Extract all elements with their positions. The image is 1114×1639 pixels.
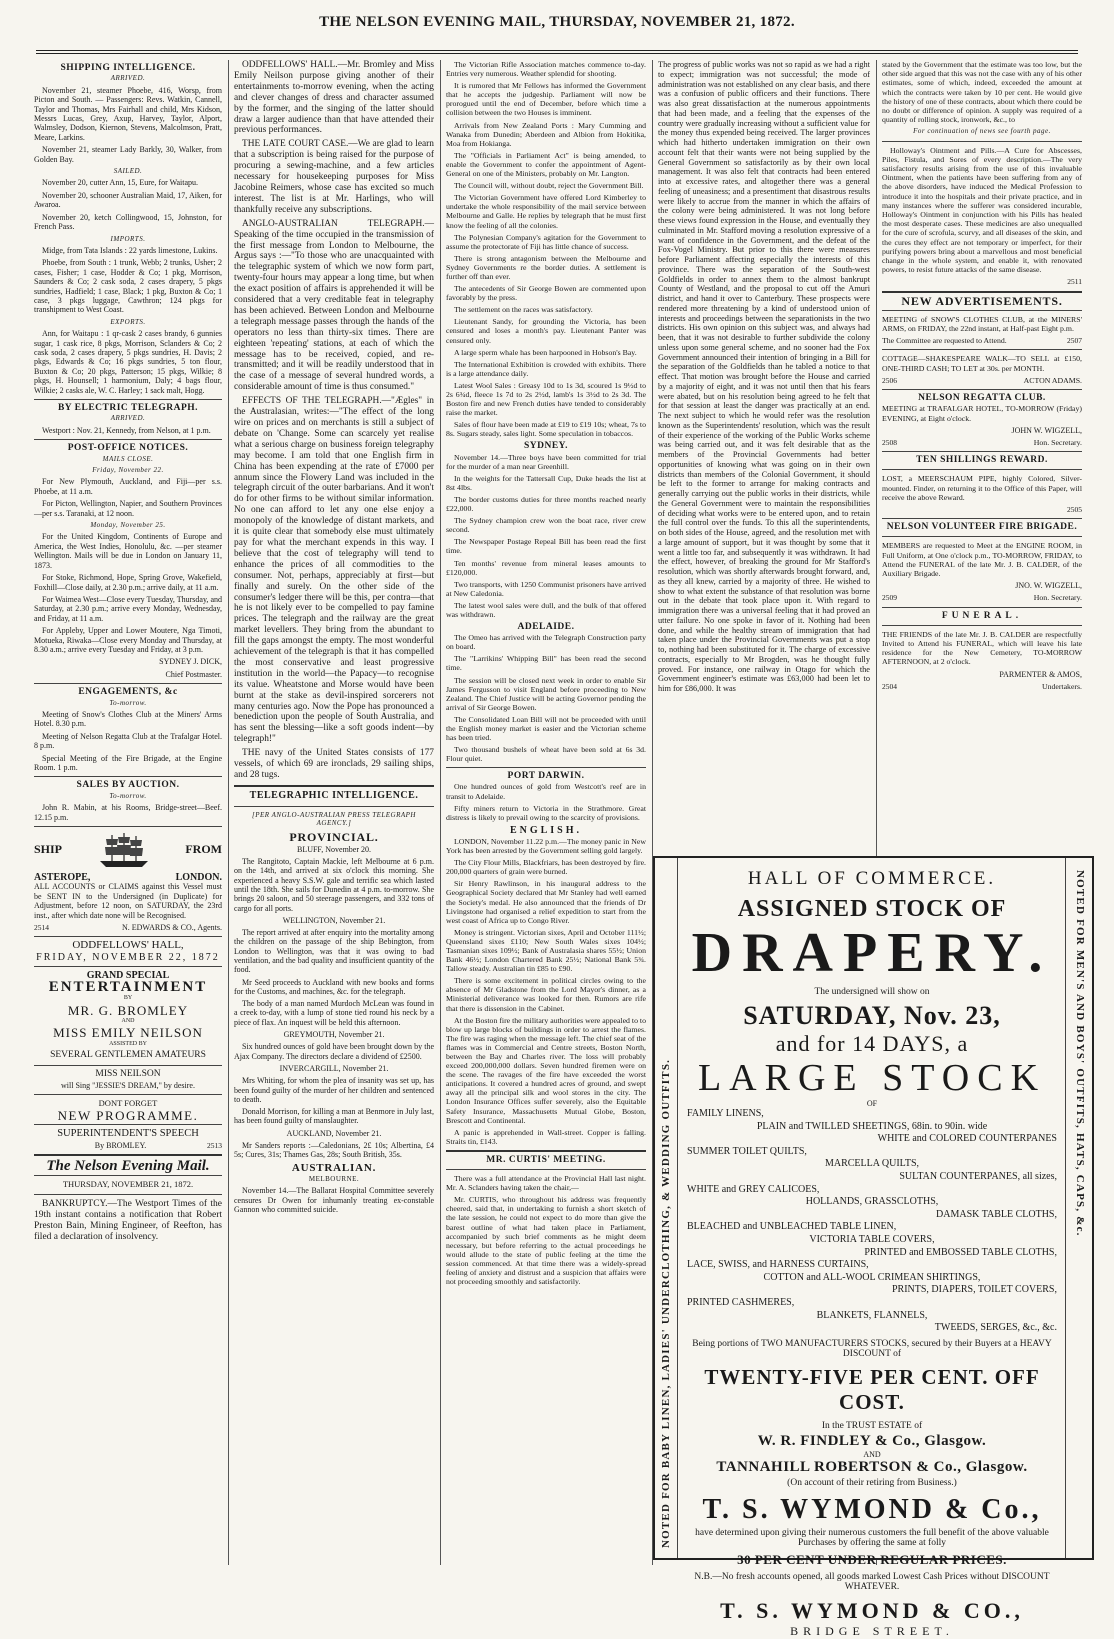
- ship-agents: N. EDWARDS & CO., Agents.: [121, 923, 222, 933]
- divider: [34, 399, 222, 400]
- section-heading: MR. CURTIS' MEETING.: [486, 1154, 606, 1165]
- article-paragraph: The City Flour Mills, Blackfriars, has been destroyed by fire. 200,000 quarters of grain were burned.: [446, 858, 646, 877]
- article-paragraph: In the weights for the Tattersall Cup, Duke heads the list at 8st 4lbs.: [446, 473, 646, 492]
- ship-word: SHIP: [34, 842, 63, 857]
- ad-item: BLEACHED and UNBLEACHED TABLE LINEN,: [687, 1221, 897, 1233]
- ad-number: 2504: [882, 681, 897, 691]
- ad-determined: have determined upon giving their numerous customers the full benefit of the above valuable Purchases by offering the same at folly: [695, 1527, 1049, 1548]
- article-paragraph: The Council will, without doubt, reject the Government Bill.: [454, 181, 644, 191]
- article-paragraph: The "Officials in Parliament Act" is being amended, to enable the Government to confer the appointment of Agent-General on one of the Ministers, probably on Mr. Langton.: [446, 150, 646, 179]
- advert-signature-title: Hon. Secretary.: [1033, 593, 1082, 603]
- ship-ad-footer: [34, 923, 222, 932]
- miss-neilson-line: MISS NEILSON: [95, 1068, 161, 1079]
- article-paragraph: There was a full attendance at the Provincial Hall last night. Mr. A. Sclanders having taken the chair,—: [446, 1174, 646, 1193]
- divider: [234, 785, 434, 787]
- from-word: FROM: [185, 842, 222, 857]
- ad-item: WHITE and GREY CALICOES,: [687, 1183, 820, 1195]
- article-paragraph: For Waimea West—Close every Tuesday, Thursday, and Saturday, at 2.30 p.m.; arrive every Monday, Wednesday, and Friday, at 11 a.m.: [34, 594, 222, 623]
- divider: [34, 1175, 222, 1176]
- advert-note: The Committee are requested to Attend.: [882, 336, 1007, 346]
- column-5: [882, 60, 1082, 850]
- masthead: THE NELSON EVENING MAIL, THURSDAY, NOVEMBER 21, 1872.: [319, 14, 795, 30]
- article-paragraph: Money is stringent. Victorian sixes, April and October 111½; Queensland sixes £110; New South Wales sixes 104½; Tasmanian sixes 109½; Bank of Australasia shares 55½; Union Bank 46½; London Chartered Bank 25½; National Bank 5¾. Tallow steady. Australian tin £85 to £90.: [446, 927, 646, 974]
- subheading: MELBOURNE.: [308, 1174, 360, 1183]
- by-bromley: By BROMLEY.: [94, 1140, 147, 1150]
- ad-item-list: [681, 1108, 1063, 1335]
- ad-item: TWEEDS, SERGES, &c., &c.: [934, 1322, 1057, 1334]
- ad-being: Being portions of TWO MANUFACTURERS STOCKS, secured by their Buyers at a HEAVY DISCOUNT of: [692, 1338, 1052, 1359]
- article-paragraph: A large sperm whale has been harpooned in Hobson's Bay.: [454, 347, 637, 357]
- divider: [234, 806, 434, 807]
- section-heading: BY ELECTRIC TELEGRAPH.: [57, 403, 199, 413]
- article-paragraph: November 20, schooner Australian Maid, 17, Aiken, for Awaroa.: [34, 190, 222, 210]
- article-paragraph: For Picton, Wellington, Napier, and Southern Provinces—per s.s. Taranaki, at 12 noon.: [34, 499, 222, 518]
- section-heading: NEW ADVERTISEMENTS.: [901, 293, 1063, 308]
- advert-signature-title: Hon. Secretary.: [1033, 437, 1082, 447]
- article-paragraph: The body of a man named Murdoch McLean was found in a creek to-day, with a lump of stone tied round his neck by a piece of flax. An inquest will be held this afternoon.: [234, 999, 434, 1027]
- article-paragraph: The Polynesian Company's agitation for the Government to assume the protectorate of Fiji has little chance of success.: [446, 232, 646, 251]
- article-paragraph: The settlement on the races was satisfactory.: [454, 305, 593, 315]
- advert-text: THE FRIENDS of the late Mr. J. B. CALDER are respectfully Invited to Attend his FUNERAL, which will leave his late residence for the New Cemetery, TO-MORROW AFTERNOON, at 2 o'clock.: [882, 629, 1082, 667]
- provincial-news: [234, 845, 434, 1214]
- ad-item: LACE, SWISS, and HARNESS CURTAINS,: [687, 1259, 869, 1271]
- article-paragraph: The latest wool sales were dull, and the bulk of that offered was withdrawn.: [446, 600, 646, 619]
- by-label: BY: [123, 995, 133, 1002]
- article-paragraph: The report arrived at after enquiry into the mortality among the children on the passage of the ship Bebington, from London to Wellington, was that it was owing to bad ventilation, and the bad quality and insufficient quantity of the food.: [234, 928, 434, 975]
- divider: [446, 1150, 646, 1152]
- ad-number: 2509: [882, 593, 897, 603]
- article-paragraph: Lieutenant Sandy, for grounding the Victoria, has been censured and loses a month's pay. Lieutenant Panter was censured only.: [446, 317, 646, 345]
- article-paragraph: The progress of public works was not so rapid as we had a right to expect; immigration was not successful; the mode of administration was not established on any clear basis, and there was a confusion of public officers and their functions. There was also great dissatisfaction at the numerous appointments that had been made, and a feeling that the expenses of the country were gradually increasing without a sufficient value for the money thus expended being received. The larger provinces which had hitherto undertaken immigration on their own account felt that their wants were not being supplied by the General Government so satisfactorily as by their own local management. It was also felt that contracts had been entered into at excessive rates, and altogether there was a general feeling of uneasiness; and a presentiment that disastrous results were likely to accrue from the manner in which the affairs of the colony were being administered. It was not long before these views found expression in the House, and eventually they culminated in Mr. Stafford moving a resolution expressive of a want of confidence in the Government, and the defeat of the Fox-Vogel Ministry. But prior to this there were measures before Parliament affecting especially the interests of this province. There was the separation of the South-west Goldfields in order to annex them to the almost bankrupt County of Westland, and the proposal to cut off the Amuri district, and hand it over to Canterbury. These prospects were rendered more threatening by a kind of understood union of interests and proceedings between the separationists in the two districts. His own opinion on this subject was, and always had been, that it was not desirable to further subdivide the colony unless upon some general scheme, and no sooner had the Fox Government announced their intention of bringing in a Bill for the separation of the Goldfields than he tabled a notice to that effect. That motion was brought before the House and carried by a majority of eight, and it was not until then that his fears were abated, but on his resolution being agreed to he felt that for that session at least the danger was practically at an end. The next subject to which he would refer was the resolution known as the Superintendents' resolution, which was the result of their experience of the working of the Public Works scheme was being carried out, and it was felt desirable that as the members of the Provincial Governments had better opportunities of knowing what was going on in their own districts than members of the Colonial Government, it should be left to the former to arrange for making contracts and generally carrying out the public works in their districts, while the General Government were to maintain the responsibilities of deciding what works were to be entered upon, and to retain the full control over the funds. To this all the superintendents, on both sides of the House, agreed, and the resolution met with a large amount of support, but it was thought by some that it went a little too far, and subsequently it was withdrawn. It had the effect, however, of breaking the ground for Mr Stafford's resolution, which was shortly afterwards brought forward, and, as they all knew, carried by a majority of three. He wished to show to what extent the substance of that resolution was borne out in the debate that took place upon it. With regard to immigration there was a universal feeling that it had proved an utter failure. No one spoke in favor of it. Nothing had been done, and while the healthy stream of immigration that had taken place under the Provincial Governments was put a stop to, nothing had been substituted for it. The charge of excessive contracts, especially to Mr Brogden, was he thought fully proved. For instance, one railway in Otago for which the Government engineer's estimate was £63,000 had been let to him for £86,000. It was: [658, 60, 870, 693]
- advert-footer: [882, 682, 1082, 691]
- article-paragraph: Special Meeting of the Fire Brigade, at the Engine Room. 1 p.m.: [34, 753, 222, 772]
- divider: [34, 1124, 222, 1125]
- article-paragraph: THE LATE COURT CASE.—We are glad to learn that a subscription is being raised for the purpose of procuring a sewing-machine, and a few articles necessary for housekeeping purposes for Miss Jacobine Reimers, whose case has excited so much interest. The list is at Mr. Harlings, who will thankfully receive any subscriptions.: [234, 139, 434, 215]
- column-1: [34, 60, 222, 1565]
- ad-saturday: SATURDAY, Nov. 23,: [743, 1001, 1001, 1030]
- article-paragraph: For Appleby, Upper and Lower Moutere, Nga Timoti, Motueka, Riwaka—Close every Monday and Thursday, at 8.30 a.m.; arrive every Tuesday and Friday, at 3 p.m.: [34, 626, 222, 654]
- ad-item: DAMASK TABLE CLOTHS,: [936, 1208, 1057, 1220]
- dateline: WELLINGTON, November 21.: [282, 915, 386, 925]
- article-paragraph: Westport : Nov. 21, Kennedy, from Nelson, at 1 p.m.: [42, 425, 211, 435]
- column-rule: [440, 60, 441, 1565]
- section-heading: POST-OFFICE NOTICES.: [67, 443, 189, 454]
- drapery-advertisement: [653, 856, 1094, 1638]
- column-3: [446, 60, 646, 1565]
- article-paragraph: There is some excitement in political circles owing to the absence of Mr Gladstone from the Lord Mayor's dinner, as a Ministerial deliverance was looked for then. Rumors are rife that there is dissension in the Cabinet.: [446, 976, 646, 1013]
- advert-footer: [882, 593, 1082, 602]
- ad-item: SULTAN COUNTERPANES, all sizes,: [899, 1170, 1057, 1182]
- signature-title: Chief Postmaster.: [165, 669, 222, 679]
- divider: [882, 389, 1082, 390]
- advert-text: LOST, a MEERSCHAUM PIPE, highly Colored, Silver-mounted. Finder, on returning it to the Office of this Paper, will receive the above Reward.: [882, 474, 1082, 502]
- section-heading: AUSTRALIAN.: [291, 1161, 377, 1174]
- ship-ad-header: [34, 831, 222, 869]
- performer-2: MISS EMILY NEILSON: [53, 1025, 203, 1041]
- advert-footer: [882, 336, 1082, 345]
- ad-item: PRINTS, DIAPERS, TOILET COVERS,: [891, 1284, 1057, 1296]
- article-paragraph: Mr Sanders reports :—Caledonians, 2£ 10s; Albertina, £4 5s; Cures, 31s; Thames Gas, 28s; South British, 35s.: [234, 1141, 434, 1160]
- masthead-rule-lower: [36, 53, 1078, 54]
- ship-icon: [96, 831, 152, 869]
- subheading: To-morrow.: [109, 791, 147, 800]
- subheading: To-morrow.: [109, 698, 147, 707]
- article-paragraph: At the Boston fire the military authorities were appealed to to blow up large blocks of buildings in order to arrest the flames. The fire was raging when the message left. The chief seat of the flames was in Commercial and Centre streets, Boston North, between the Bay and Charles river. The loss will probably exceed 200,000,000 dollars. Seven hundred firemen were on the scene. The ravages of the fire have exceeded the worst anticipations. It covered a hundred acres of ground, and swept away all the principal silk and wool stores in the city. The London Insurance Offices suffer severely, also the Equitable Safety Insurance, Massachusetts Mutual Globe, Boston, Brescott and Continental.: [446, 1015, 646, 1125]
- ad-days: and for 14 DAYS, a: [775, 1031, 969, 1056]
- article-paragraph: The Consolidated Loan Bill will not be proceeded with until the English money market is easier and the Victorian scheme has been tried.: [446, 714, 646, 743]
- holloway-advert: Holloway's Ointment and Pills.—A Cure for Abscesses, Piles, Fistula, and Sores of every description.—The very satisfactory results arising from the use of this invaluable Ointment, when the patients have been suffering from any of the above disorders, have induced the Medical Profession to introduce it into the hospitals and their private practice, and in many instances where the sufferer was considered incurable, Holloway's Ointment in conjunction with his Pills has healed the most desperate cases. These medicines are also unequalled for the cure of scrofula, scurvy, and all diseases of the skin, and the cures they effect are not temporary or imperfect, for their purifying powers bring about a marvellous and most beneficial change in the whole system, and enable it, with renovated powers, to resist future attacks of the same disease.: [882, 145, 1082, 275]
- article-paragraph: The Sydney champion crew won the boat race, river crew second.: [446, 516, 646, 535]
- divider: [882, 607, 1082, 608]
- article-paragraph: ODDFELLOWS' HALL.—Mr. Bromley and Miss Emily Neilson purpose giving another of their entertainments to-morrow evening, when the acting and clever changes of dress and character assumed by the former, and the singing of the latter should draw a larger audience than that have attended their previous performances.: [234, 60, 434, 136]
- ad-drapery: DRAPERY.: [691, 922, 1053, 984]
- article-paragraph: Two transports, with 1250 Communist prisoners have arrived at New Caledonia.: [446, 579, 646, 598]
- ad-right-band: [1065, 858, 1092, 1558]
- article-paragraph: November 20, ketch Collingwood, 15, Johnston, for French Pass.: [34, 212, 222, 232]
- advert-text: MEETING at TRAFALGAR HOTEL, TO-MORROW (Friday) EVENING, at Eight o'clock.: [882, 404, 1082, 423]
- ship-route: [34, 873, 222, 882]
- bankruptcy-notice: BANKRUPTCY.—The Westport Times of the 19th instant contains a notification that Robert Preston Bain, Mining Engineer, of Reefton, has filed a declaration of insolvency.: [34, 1198, 222, 1242]
- article-paragraph: Ten months' revenue from mineral leases amounts to £120,000.: [446, 558, 646, 577]
- ad-item: PLAIN and TWILLED SHEETINGS, 68in. to 90in. wide: [756, 1120, 988, 1132]
- advert-signature: PARMENTER & AMOS,: [999, 669, 1082, 679]
- article-paragraph: A panic is apprehended in Wall-street. Copper is falling. Straits tin, £143.: [446, 1127, 646, 1146]
- ship-origin: LONDON.: [175, 872, 222, 884]
- section-heading: ENGAGEMENTS, &c: [78, 687, 178, 698]
- ad-number: 2511: [1067, 277, 1082, 287]
- subheading: ARRIVED.: [110, 74, 146, 83]
- subheading: [PER ANGLO-AUSTRALIAN PRESS TELEGRAPH AGENCY.]: [251, 810, 416, 828]
- divider: [34, 966, 222, 967]
- article-paragraph: Midge, from Tata Islands : 22 yards limestone, Lukins.: [42, 245, 218, 255]
- section-heading: NELSON REGATTA CLUB.: [918, 393, 1046, 404]
- divider: [882, 310, 1082, 311]
- dateline: GREYMOUTH, November 21.: [283, 1030, 385, 1040]
- entertainment-title: ENTERTAINMENT: [48, 978, 208, 995]
- dont-forget: DONT FORGET: [98, 1098, 158, 1109]
- column-2: [234, 60, 434, 1565]
- article-paragraph: The Victorian Government have offered Lord Kimberley to undertake the whole responsibility of the mail service between Melbourne and Galle. He replies by telegraph that he must first know the feeling of all the colonies.: [446, 193, 646, 230]
- article-paragraph: Mrs Whiting, for whom the plea of insanity was set up, has been found guilty of the murder of her children and sentenced to death.: [234, 1076, 434, 1104]
- ad-item: HOLLANDS, GRASSCLOTHS,: [805, 1196, 939, 1208]
- divider: [34, 826, 222, 827]
- advert-text: MEMBERS are requested to Meet at the ENGINE ROOM, in Full Uniform, at One o'clock p.m., TO-MORROW, FRIDAY, to Attend the FUNERAL of the late Mr. J. B. CALDER, of the Auxiliary Brigade.: [882, 541, 1082, 578]
- dateline: AUCKLAND, November 21.: [286, 1128, 382, 1138]
- article-paragraph: Arrivals from New Zealand Ports : Mary Cumming and Wanaka from Dunedin; Aberdeen and Albion from Hokitika, Moa from Hokianga.: [446, 120, 646, 148]
- dateline: INVERCARGILL, November 21.: [279, 1063, 389, 1073]
- section-heading: PORT DARWIN.: [507, 771, 585, 782]
- article-paragraph: The Rangitoto, Captain Mackie, left Melbourne at 6 p.m. on the 14th, and arrived at six o'clock this morning. She experienced a heavy S.S.W. gale and terrific sea which lasted until the 18th. She sails for Dunedin at 4 p.m. to-morrow. She brings 20 saloon, and 50 steerage passengers, and 332 tons of cargo for all ports.: [234, 857, 434, 913]
- ad-body: [681, 862, 1063, 1639]
- article-paragraph: Fifty miners return to Victoria in the Strathmore. Great distress is likely to prevail owing to the scarcity of provisions.: [446, 803, 646, 822]
- article-paragraph: The Victorian Rifle Association matches commence to-day. Entries very numerous. Weather splendid for shooting.: [446, 60, 646, 79]
- article-paragraph: One hundred ounces of gold from Westcott's reef are in transit to Adelaide.: [446, 782, 646, 801]
- article-paragraph: John R. Mabin, at his Rooms, Bridge-street—Beef. 12.15 p.m.: [34, 803, 222, 822]
- divider: [34, 439, 222, 440]
- article-paragraph: EFFECTS OF THE TELEGRAPH.—"Ægles" in the Australasian, writes:—"The effect of the long wire on prices and on merchants is still a subject of debate on 'Change. Some can scarcely yet realise what a serious charge on business foreign telegraphy may become. I am told that one English firm in China has been expending at the rate of £7000 per annum since the Flowery Land was included in the telegraph circuit of the outer barbarians. And it won't do for other firms to be without similar information. No one can afford to let any one else enjoy a monopoly of the knowledge of distant markets, and it is quite clear that somebody else must ultimately pay for what the merchant expends in this way. I believe that the cost of telegraphy will tend to enhance the prices of all commodities to the consumer. Not, perhaps, appreciably at first—but finally and surely. On the other side of the consumer's ledger there will be this, per contra—that he is not likely ever to be compelled to pay famine prices. The telegraph and the railway are the great market levellers. They bring from the abundant to fill the gaps amongst the empty. The most wonderful achievement of the telegraph is that it has compelled the most conservative and least progressive institution in the world—the Papacy—to recognise its value. Wheatstone and Morse would have been burnt at the stake as devil-inspired sorcerers not many centuries ago. Now the Pope has pronounced a benediction upon the people of South Australia, and has sent the blessing—like a soft goods indent—by telegraph!": [234, 396, 434, 745]
- article-paragraph: LONDON, November 11.22 p.m.—The money panic in New York has been arrested by the Government selling gold largely.: [446, 836, 646, 856]
- venue: ODDFELLOWS' HALL,: [72, 939, 184, 952]
- ad-large-stock: LARGE STOCK: [697, 1057, 1047, 1099]
- article-paragraph: The antecedents of Sir George Bowen are commented upon favorably by the press.: [446, 284, 646, 303]
- advert-footer: [882, 438, 1082, 447]
- ad-and: AND: [863, 1449, 881, 1459]
- section-heading: ADELAIDE.: [517, 622, 575, 633]
- dateline: BLUFF, November 20.: [296, 844, 372, 854]
- ad-number: 2508: [882, 437, 897, 447]
- article-paragraph: November 20, cutter Ann, 15, Eure, for Waitapu.: [42, 178, 199, 188]
- article-paragraph: November 21, steamer Lady Barkly, 30, Walker, from Golden Bay.: [34, 145, 222, 164]
- article-paragraph: For New Plymouth, Auckland, and Fiji—per s.s. Phoebe, at 11 a.m.: [34, 477, 222, 496]
- ad-wymond-footer: T. S. WYMOND & CO.,: [720, 1597, 1024, 1623]
- subheading: IMPORTS.: [110, 234, 146, 243]
- divider: [34, 776, 222, 777]
- divider: [34, 1194, 222, 1195]
- ad-of: OF: [866, 1099, 878, 1108]
- ad-item: BLANKETS, FLANNELS,: [816, 1309, 928, 1321]
- advert-text: MEETING of SNOW'S CLOTHES CLUB, at the MINERS' ARMS, on FRIDAY, the 22nd instant, at Half-past Eight p.m.: [882, 314, 1082, 334]
- subheading: Friday, November 22.: [92, 466, 164, 475]
- article-paragraph: The Newspaper Postage Repeal Bill has been read the first time.: [446, 537, 646, 556]
- ad-number: 2506: [882, 375, 897, 385]
- divider: [882, 625, 1082, 626]
- divider: [882, 451, 1082, 452]
- article-paragraph: For the United Kingdom, Continents of Europe and America, the West Indies, Honolulu, &c. —per steamer Wellington. Mails will be due in London on January 11, 1873.: [34, 532, 222, 570]
- column-4: [658, 60, 870, 850]
- ad-item: SUMMER TOILET QUILTS,: [687, 1145, 807, 1157]
- performer-1: MR. G. BROMLEY: [67, 1002, 189, 1018]
- performers-3: SEVERAL GENTLEMEN AMATEURS: [50, 1050, 206, 1061]
- subheading: EXPORTS.: [110, 317, 146, 326]
- divider: [446, 767, 646, 768]
- advert-signature: ACTON ADAMS.: [1023, 375, 1082, 385]
- article-paragraph: It is rumored that Mr Fellows has informed the Government that he accepts the judgeship. Parliament will now be prorogued until the end of December, before which time a collision between the two Houses is imminent.: [446, 81, 646, 118]
- song-line: will Sing "JESSIE'S DREAM," by desire.: [61, 1080, 195, 1090]
- advert-footer: [882, 376, 1082, 385]
- signature: SYDNEY J. DICK,: [159, 657, 222, 667]
- ad-item: PRINTED and EMBOSSED TABLE CLOTHS,: [864, 1246, 1057, 1258]
- ad-number: 2507: [1067, 336, 1082, 346]
- ad-item: MARCELLA QUILTS,: [824, 1158, 920, 1170]
- event-date: FRIDAY, NOVEMBER 22, 1872: [36, 951, 220, 963]
- divider: [882, 536, 1082, 537]
- article-paragraph: Latest Wool Sales : Greasy 10d to 1s 3d, scoured 1s 9½d to 2s 6¾d, fleece 1s 7d to 2s 2½d, lamb's 1s 3½d to 2s 3d. The Boston fire and new French duties have tended to considerably raise the market.: [446, 380, 646, 418]
- ad-retiring: (On account of their retiring from Business.): [787, 1477, 957, 1488]
- article-paragraph: The Omeo has arrived with the Telegraph Construction party on board.: [446, 633, 646, 652]
- article-paragraph: Six hundred ounces of gold have been brought down by the Ajax Company. The directors declare a dividend of £2500.: [234, 1042, 434, 1061]
- article-paragraph: The session will be closed next week in order to enable Sir James Fergusson to visit England before proceeding to New Zealand. The Chief Justice will be acting Governor pending the arrival of Sir George Bowen.: [446, 675, 646, 712]
- ad-undersigned: The undersigned will show on: [814, 987, 930, 997]
- subheading: MAILS CLOSE.: [102, 454, 154, 463]
- article-paragraph: Two thousand bushels of wheat have been sold at 6s 3d. Flour quiet.: [446, 745, 646, 764]
- article-paragraph: Sales of flour have been made at £19 to £19 10s; wheat, 7s to 8s. Sugars steady, sales light. Some speculation in tobaccos.: [446, 420, 646, 439]
- article-paragraph: November 14.—The Ballarat Hospital Committee severely censures Dr Owen for inhumanly treating ex-constable Gannon who committed suicide.: [234, 1186, 434, 1214]
- ship-notice: ALL ACCOUNTS or CLAIMS against this Vessel must be SENT IN to the Undersigned (in Duplicate) for Adjustment, before 12 noon, on SATURDAY, the 23rd inst., after which date none will be Recognised.: [34, 882, 222, 920]
- column-rule: [228, 60, 229, 1565]
- ad-tannahill: TANNAHILL ROBERTSON & Co., Glasgow.: [716, 1458, 1028, 1475]
- paper-date: THURSDAY, NOVEMBER 21, 1872.: [62, 1179, 194, 1190]
- article-paragraph: November 14.—Three boys have been committed for trial for the murder of a man near Greenhill.: [446, 452, 646, 471]
- subheading: ARRIVED.: [110, 414, 146, 423]
- section-heading: SHIPPING INTELLIGENCE.: [60, 63, 196, 73]
- divider: [34, 1094, 222, 1095]
- ad-item: COTTON and ALL-WOOL CRIMEAN SHIRTINGS,: [763, 1271, 981, 1283]
- side-text-left: NOTED FOR BABY LINEN, LADIES' UNDERCLOTHING, & WEDDING OUTFITS.: [660, 1058, 672, 1548]
- advert-signature-title: Undertakers.: [1041, 681, 1082, 691]
- section-heading: FUNERAL.: [941, 610, 1023, 621]
- and-label: AND: [121, 1017, 135, 1024]
- advert-text: COTTAGE—SHAKESPEARE WALK—TO SELL at £150, ONE-THIRD CASH; TO LET at 30s. per MONTH.: [882, 354, 1082, 373]
- article-paragraph: Sir Henry Rawlinson, in his inaugural address to the Geographical Society declared that Mr Stanley had well earned the Society's medal. He also announced that the friends of Dr Livingstone had organised a relief expedition to start from the west coast of Africa up to Congo River.: [446, 879, 646, 925]
- advert-signature: JOHN W. WIGZELL,: [1011, 425, 1082, 435]
- article-paragraph: Meeting of Nelson Regatta Club at the Trafalgar Hotel. 8 p.m.: [34, 731, 222, 751]
- divider: [882, 141, 1082, 142]
- section-heading: ENGLISH.: [509, 824, 583, 836]
- ad-findley: W. R. FINDLEY & Co., Glasgow.: [757, 1432, 987, 1449]
- side-text-right: NOTED FOR MEN'S AND BOYS' OUTFITS, HATS, CAPS, &c.: [1074, 870, 1086, 1237]
- article-paragraph: THE navy of the United States consists of 177 vessels, of which 69 are ironclads, 29 sailing ships, and 28 tugs.: [234, 748, 434, 780]
- section-heading: TEN SHILLINGS REWARD.: [916, 455, 1048, 466]
- section-heading: NELSON VOLUNTEER FIRE BRIGADE.: [886, 522, 1078, 533]
- ad-left-band: [655, 858, 678, 1558]
- grand-special: GRAND SPECIAL: [86, 970, 170, 982]
- article-paragraph: Donald Morrison, for killing a man at Benmore in July last, has been found guilty of manslaughter.: [234, 1107, 434, 1126]
- speech-footer: [34, 1141, 222, 1150]
- masthead-rule: [36, 50, 1078, 51]
- article-paragraph: Mr. CURTIS, who throughout his address was frequently cheered, said that, in undertaking to furnish a short sketch of the late session, he could not expect to do more than give the barest outline of what had taken place in Parliament, accompanied by such brief comments as he might deem necessary, but before referring to the actual proceedings he would allude to the state of public feeling at the time the session commenced. At that time there was a widely-spread feeling of anxiety and distrust and a suspicion that affairs were not proceeding smoothly and satisfactorily.: [446, 1195, 646, 1287]
- ship-name: ASTEROPE,: [34, 872, 91, 884]
- new-programme: NEW PROGRAMME.: [57, 1107, 199, 1123]
- article-paragraph: Phoebe, from South : 1 trunk, Webb; 2 trunks, Usher; 2 cases, Fisher; 1 case, Hodder & Co; 1 pkg, Morrison, Saunders & Co; 2 cask soda, 2 cases drapery, 5 pkgs sundries, Hadfield; 1 case, Black; 1 pkg, Buxton & Co; 1 case, 3 pkgs luggage, Cawthron; 124 pkgs for transhipment to West Coast.: [34, 258, 222, 315]
- ad-hall: HALL OF COMMERCE.: [747, 868, 997, 889]
- divider: [882, 518, 1082, 519]
- continuation-note: For continuation of news see fourth page.: [913, 127, 1051, 136]
- ad-trust: In the TRUST ESTATE of: [821, 1420, 923, 1431]
- article-paragraph: Meeting of Snow's Clothes Club at the Miners' Arms Hotel. 8.30 p.m.: [34, 709, 222, 729]
- section-heading: PROVINCIAL.: [289, 829, 379, 844]
- article-paragraph: There is strong antagonism between the Melbourne and Sydney Governments re the border duties. A settlement is further off than ever.: [446, 253, 646, 281]
- divider: [882, 291, 1082, 293]
- ad-nb: N.B.—No fresh accounts opened, all goods marked Lowest Cash Prices without DISCOUNT WHATEVER.: [694, 1571, 1050, 1592]
- subheading: Monday, November 25.: [90, 521, 166, 530]
- advert-signature: JNO. W. WIGZELL,: [1015, 581, 1082, 591]
- article-paragraph: For Stoke, Richmond, Hope, Spring Grove, Wakefield, Foxhill—Close daily, at 2.30 p.m.; arrive daily, at 11 a.m.: [34, 573, 222, 592]
- ad-number: 2513: [207, 1140, 222, 1150]
- article-paragraph: stated by the Government that the estimate was too low, but the other side argued that this was not the case with any of his other estimates, some of which, indeed, exceeded the amount at which the contracts were taken by 10 per cent. He would give the history of one of these contracts, about which there could be no doubt or difference of opinion. A supply was required of a quantity of rolling stock, ironwork, &c., to: [882, 60, 1082, 125]
- ad-number: 2514: [34, 923, 49, 933]
- ad-number: 2505: [1067, 504, 1082, 514]
- divider: [34, 1154, 222, 1156]
- article-paragraph: Ann, for Waitapu : 1 qr-cask 2 cases brandy, 6 gunnies sugar, 1 cask rice, 8 pkgs, Morrison, Sclanders & Co; 2 cask soda, 2 cases drapery, 5 pkgs sundries, H. Davis; 2 pkgs, Edwards & Co; 16 pkgs sundries, 5 ton flour, Buxton & Co; 20 pkgs, Patterson; 15 pkgs, Wilkie; 8 pkgs, H. Hounsell; 1 harmonium, Daly; 4 bags flour, Wilkie; 2 casks ale, W. C. Harley; 1 sack malt, Hogg.: [34, 329, 222, 395]
- ad-item: FAMILY LINENS,: [687, 1108, 764, 1119]
- assisted-label: ASSISTED BY: [109, 1040, 147, 1047]
- article-paragraph: The "Larrikins' Whipping Bill" has been read the second time.: [446, 654, 646, 673]
- section-heading: TELEGRAPHIC INTELLIGENCE.: [249, 789, 419, 801]
- section-heading: SYDNEY.: [523, 441, 569, 452]
- article-paragraph: The International Exhibition is crowded with exhibits. There is a large attendance daily.: [446, 359, 646, 378]
- divider: [882, 469, 1082, 470]
- divider: [34, 683, 222, 684]
- ad-item: PRINTED CASHMERES,: [687, 1296, 795, 1308]
- article-paragraph: Mr Seed proceeds to Auckland with new books and forms for the Customs, and machines, &c. for the telegraph.: [234, 977, 434, 996]
- subheading: SAILED.: [113, 167, 143, 176]
- divider: [34, 1065, 222, 1066]
- article-paragraph: November 21, steamer Phoebe, 416, Worsp, from Picton and South. — Passengers: Revs. Watkin, Cannell, Taylor and Thomas, Mrs Fairhall and child, Mrs Kidson, Messrs Lucas, Grey, Axup, Harvey, Taylor, Alport, Walmsley, Dodson, Kiernon, Stevens, Malcolmson, Pratt, Meare, Larkins.: [34, 85, 222, 142]
- superintendent-speech: SUPERINTENDENT'S SPEECH: [57, 1128, 199, 1140]
- section-heading: SALES BY AUCTION.: [76, 780, 180, 791]
- article-paragraph: The border customs duties for three months reached nearly £22,000.: [446, 494, 646, 514]
- ad-bridge-street: BRIDGE STREET.: [790, 1623, 954, 1638]
- article-paragraph: ANGLO-AUSTRALIAN TELEGRAPH.—Speaking of the time occupied in the transmission of the first message from London to Melbourne, the Argus says :—"To those who are unacquainted with the telegraphic system of which we now form part, twenty-four hours may appear a long time, but when the exact position of affairs is apprehended it will be considered that a very creditable feat in telegraphy has been achieved. Between London and Melbourne a telegraph message passes through the hands of the operators no less than thirty-six times. There are eighteen 'repeating' stations, at each of which the message has to be received, copied, and re-transmitted; and it will be readily understood that in the case of a message of several hundred words, a considerable amount of time is thus consumed.": [234, 218, 434, 393]
- ad-thirty: 30 PER CENT UNDER REGULAR PRICES.: [737, 1551, 1007, 1567]
- ad-wymond: T. S. WYMOND & Co.,: [702, 1493, 1042, 1525]
- paper-title: The Nelson Evening Mail.: [46, 1157, 210, 1174]
- ad-item: WHITE and COLORED COUNTERPANES: [877, 1133, 1057, 1145]
- divider: [882, 349, 1082, 350]
- ad-item: VICTORIA TABLE COVERS,: [809, 1233, 935, 1245]
- ad-assigned: ASSIGNED STOCK OF: [737, 896, 1007, 922]
- ad-discount: TWENTY-FIVE PER CENT. OFF COST.: [704, 1364, 1040, 1414]
- divider: [34, 936, 222, 937]
- divider: [446, 1169, 646, 1170]
